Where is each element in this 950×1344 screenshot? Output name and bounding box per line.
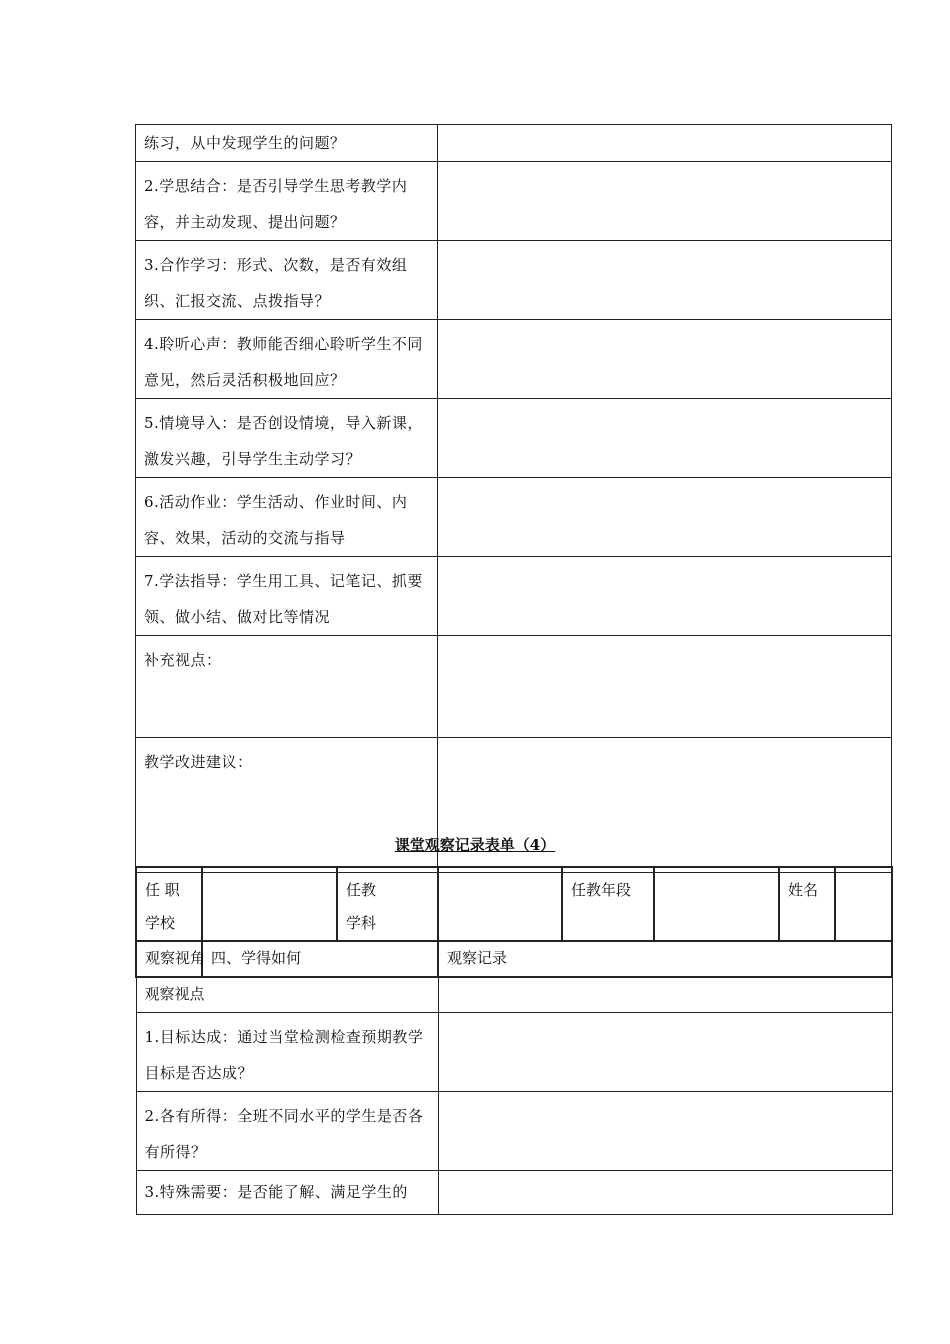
record-cell[interactable]	[438, 241, 892, 320]
criterion-cell: 7.学法指导：学生用工具、记笔记、抓要领、做小结、做对比等情况	[136, 557, 438, 636]
header-row	[136, 867, 892, 941]
criterion-cell: 2.各有所得：全班不同水平的学生是否各有所得？	[136, 1091, 438, 1170]
table-row	[136, 1091, 892, 1170]
record-cell[interactable]	[438, 478, 892, 557]
angle-value-cell: 四、学得如何	[202, 941, 438, 977]
criterion-cell: 3.合作学习：形式、次数，是否有效组织、汇报交流、点拨指导？	[136, 241, 438, 320]
school-label-cell: 任 职 学校	[136, 867, 202, 941]
name-value-cell[interactable]	[835, 867, 892, 941]
table-row	[136, 1170, 892, 1214]
observation-table-4	[135, 866, 893, 1215]
record-cell[interactable]	[438, 977, 892, 1012]
table-row	[136, 636, 892, 738]
form-title: 课堂观察记录表单（4）	[394, 836, 556, 854]
criterion-cell: 6.活动作业：学生活动、作业时间、内容、效果，活动的交流与指导	[136, 478, 438, 557]
table-row	[136, 241, 892, 320]
record-cell[interactable]	[438, 557, 892, 636]
record-cell[interactable]	[438, 1170, 892, 1214]
criterion-cell: 5.情境导入：是否创设情境，导入新课，激发兴趣，引导学生主动学习？	[136, 399, 438, 478]
grade-label-cell: 任教年段	[562, 867, 654, 941]
table-row	[136, 125, 892, 162]
subject-value-cell[interactable]	[438, 867, 562, 941]
name-label-cell: 姓名	[779, 867, 835, 941]
record-cell[interactable]	[438, 320, 892, 399]
record-cell[interactable]	[438, 1012, 892, 1091]
table-row	[136, 478, 892, 557]
angle-row	[136, 941, 892, 977]
points-row	[136, 977, 892, 1012]
criterion-cell: 教学改进建议：	[136, 738, 438, 873]
record-cell[interactable]	[438, 399, 892, 478]
table-row	[136, 1012, 892, 1091]
table-row	[136, 162, 892, 241]
record-cell[interactable]	[438, 162, 892, 241]
points-label-cell: 观察视点	[136, 977, 438, 1012]
record-cell[interactable]	[438, 125, 892, 162]
grade-value-cell[interactable]	[654, 867, 779, 941]
criterion-cell: 练习，从中发现学生的问题？	[136, 125, 438, 162]
table-row	[136, 399, 892, 478]
criterion-cell: 4.聆听心声：教师能否细心聆听学生不同意见，然后灵活积极地回应？	[136, 320, 438, 399]
criterion-cell: 1.目标达成：通过当堂检测检查预期教学目标是否达成？	[136, 1012, 438, 1091]
school-value-cell[interactable]	[202, 867, 337, 941]
subject-label-cell: 任教 学科	[337, 867, 438, 941]
criterion-cell: 补充视点：	[136, 636, 438, 738]
record-label-cell: 观察记录	[438, 941, 892, 977]
table-row	[136, 557, 892, 636]
record-cell[interactable]	[438, 1091, 892, 1170]
table-row	[136, 320, 892, 399]
record-cell[interactable]	[438, 636, 892, 738]
observation-table-continued	[135, 124, 892, 873]
criterion-cell: 3.特殊需要：是否能了解、满足学生的	[136, 1170, 438, 1214]
angle-label-cell: 观察视角	[136, 941, 202, 977]
criterion-cell: 2.学思结合：是否引导学生思考教学内容，并主动发现、提出问题？	[136, 162, 438, 241]
